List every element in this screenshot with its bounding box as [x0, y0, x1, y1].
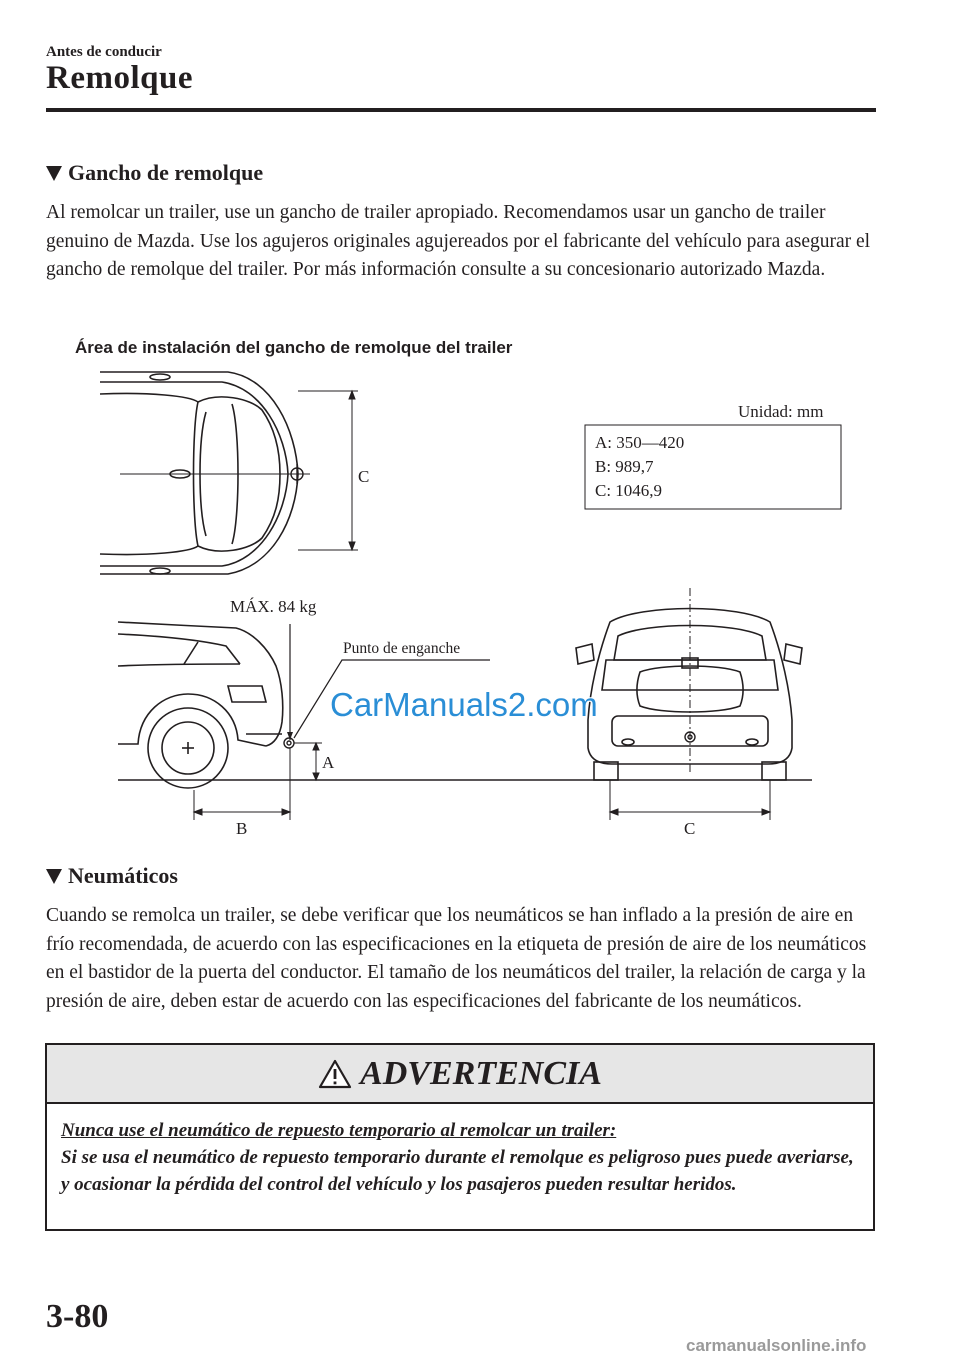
warning-box — [45, 1043, 875, 1231]
unit-label: Unidad: mm — [738, 402, 824, 421]
page-title: Remolque — [46, 60, 193, 96]
car-side-view — [118, 622, 283, 788]
warning-text: Si se usa el neumático de repuesto temporario durante el remolque es peligroso pues puede averiarse, y ocasionar la pérdida del control del vehículo y los pasajeros pueden resultar heridos. — [61, 1147, 854, 1195]
dim-c-top-label: C — [358, 467, 370, 486]
footer-watermark: carmanualsonline.info — [686, 1336, 867, 1355]
warning-lead: Nunca use el neumático de repuesto temporario al remolcar un trailer: — [61, 1120, 617, 1141]
header-divider — [46, 108, 876, 112]
tires-heading — [46, 863, 178, 889]
car-rear-view — [576, 609, 802, 781]
triangle-bullet-icon — [46, 869, 62, 884]
dim-a-label: A — [322, 753, 335, 772]
hitch-point-side-icon — [284, 738, 294, 748]
warning-title: ADVERTENCIA — [360, 1054, 602, 1092]
car-top-view — [100, 372, 298, 574]
hitch-paragraph: Al remolcar un trailer, use un gancho de trailer apropiado. Recomendamos usar un gancho de trailer genuino de Mazda. Use los agujeros originales agujereados por el fabricante del vehículo para asegurar el gancho de remolque del trailer. Por más información consulte a su concesionario autorizado Mazda. — [46, 202, 871, 280]
warning-body — [47, 1104, 873, 1198]
spec-c: C: 1046,9 — [595, 481, 663, 500]
warning-triangle-icon — [318, 1059, 352, 1089]
dim-b-label: B — [236, 819, 248, 838]
hitch-diagram — [0, 360, 960, 840]
hitch-heading-text: Gancho de remolque — [68, 160, 264, 185]
spec-b: B: 989,7 — [595, 457, 654, 476]
page-number: 3-80 — [46, 1298, 109, 1335]
section-label: Antes de conducir — [46, 44, 162, 60]
dimension-c-rear — [610, 780, 770, 820]
hitch-point-label: Punto de enganche — [343, 640, 461, 657]
figure-caption: Área de instalación del gancho de remolque del trailer — [75, 338, 513, 357]
dimension-b — [194, 748, 290, 820]
dimension-a — [294, 743, 322, 780]
watermark-text: CarManuals2.com — [330, 686, 598, 723]
max-load-label: MÁX. 84 kg — [230, 597, 317, 616]
hitch-heading — [46, 160, 263, 186]
tires-paragraph: Cuando se remolca un trailer, se debe verificar que los neumáticos se han inflado a la presión de aire en frío recomendada, de acuerdo con las especificaciones en la etiqueta de presión de aire de los neumáticos en el bastidor de la puerta del conductor. El tamaño de los neumáticos del trailer, la relación de carga y la presión de aire, deben estar de acuerdo con las especificaciones del fabricante de los neumáticos. — [46, 905, 867, 1012]
warning-header — [47, 1045, 873, 1104]
tires-heading-text: Neumáticos — [68, 863, 178, 888]
dim-c-rear-label: C — [684, 819, 696, 838]
dimension-c-top — [298, 391, 358, 550]
spec-a: A: 350—420 — [595, 433, 685, 452]
triangle-bullet-icon — [46, 166, 62, 181]
